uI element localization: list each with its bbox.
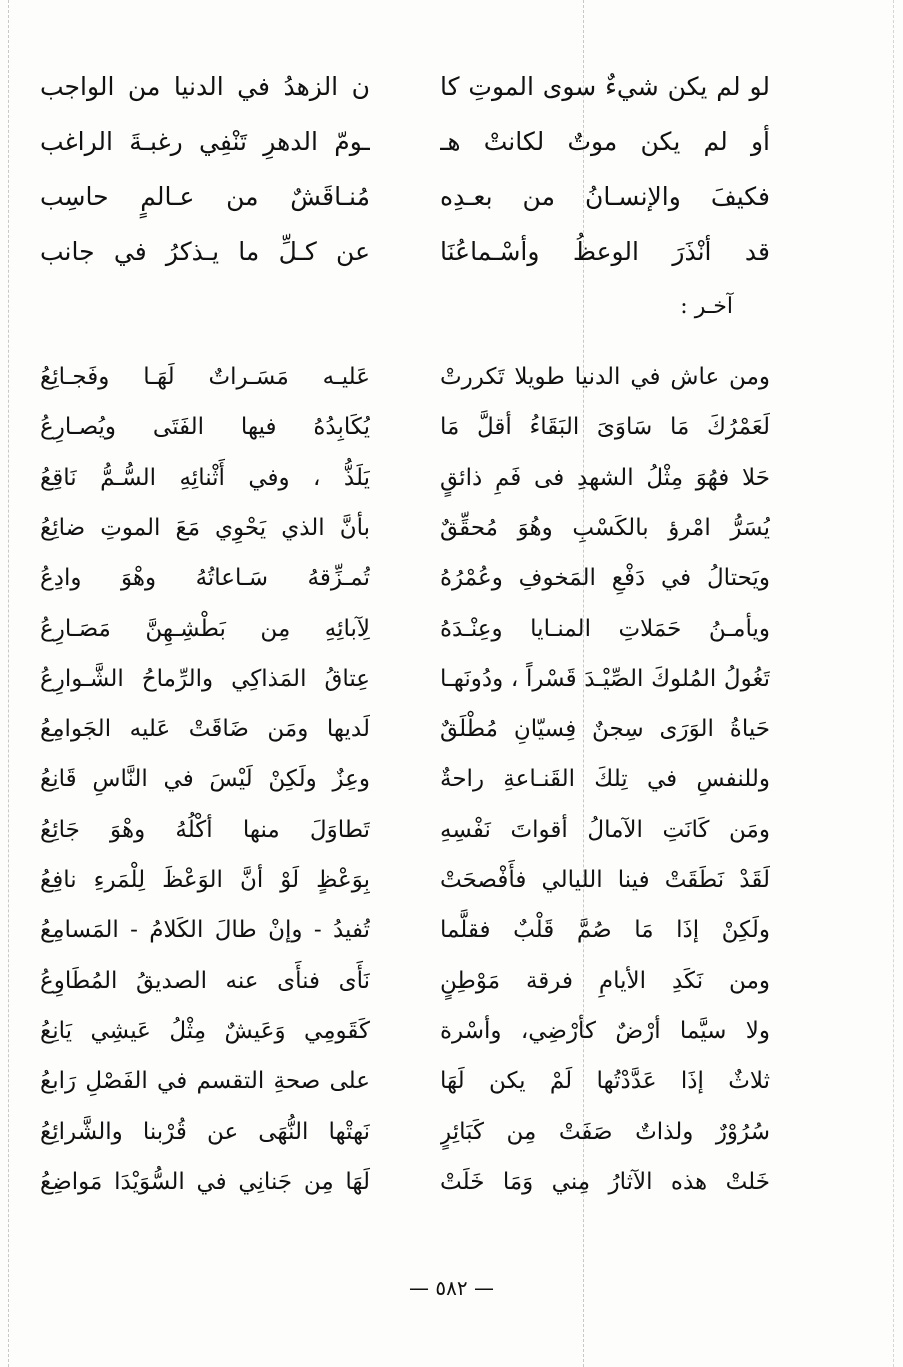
verse-first-hemistich: ويأمـنُ حَمَلاتِ المنـايا وعِنْـدَهُ xyxy=(440,615,770,642)
verse-line xyxy=(40,1157,770,1207)
verse-line xyxy=(40,115,770,169)
verse-first-hemistich: وللنفسِ في تِلكَ القَنـاعةِ راحةٌ xyxy=(440,766,770,793)
verse-second-hemistich: بأنَّ الذي يَحْوِي مَعَ الموتِ ضائِعُ xyxy=(40,514,370,541)
section-heading: آخـر : xyxy=(680,294,733,319)
verse-first-hemistich: يُسَرُّ امْرؤ بالكَسْبِ وهُوَ مُحقِّقٌ xyxy=(440,514,770,541)
verse-first-hemistich: تَغُولُ المُلوكَ الصِّيْـدَ قَسْراً ، ودُونَهـا xyxy=(440,665,770,692)
verse-first-hemistich: أو لم يكن موتٌ لكانتْ هـ xyxy=(440,127,770,156)
verse-second-hemistich: لَديها ومَن ضَاقَتْ عَليه الجَوامِعُ xyxy=(40,716,370,743)
verse-second-hemistich: تُمـزِّقهُ سَـاعاتُهُ وهْوَ وادِعُ xyxy=(40,565,370,592)
verse-line xyxy=(40,1006,770,1056)
verse-second-hemistich: كَقَومِي وَعَيشٌ مِثْلُ عَيشِي يَانِعُ xyxy=(40,1017,370,1044)
verse-line xyxy=(40,225,770,279)
verse-second-hemistich: لِآبائِهِ مِن بَطْشِـهِنَّ مَصَـارِعُ xyxy=(40,615,370,642)
verse-line xyxy=(40,503,770,553)
verse-first-hemistich: لَعَمْرُكَ مَا سَاوَىَ البَقَاءُ أقلَّ مَا xyxy=(440,414,770,441)
verse-first-hemistich: ومن نَكَدِ الأيامِ فرقة مَوْطِنٍ xyxy=(440,967,770,994)
verse-first-hemistich: حَياةُ الوَرَى سِجنٌ فِسيّانِ مُطْلَقٌ xyxy=(440,716,770,743)
verse-line xyxy=(40,654,770,704)
verse-line xyxy=(40,402,770,452)
verse-first-hemistich: قد أنْذَرَ الوعظُ وأسْـماعُنَا xyxy=(440,237,770,266)
verse-line xyxy=(40,704,770,754)
margin-guide-right xyxy=(893,0,894,1367)
verse-line xyxy=(40,60,770,114)
verse-line xyxy=(40,754,770,804)
verse-line xyxy=(40,453,770,503)
verse-first-hemistich: حَلا فهُوَ مِثْلُ الشهدِ فى فَمِ ذائقٍ xyxy=(440,464,770,491)
page-number: — ٥٨٢ — xyxy=(409,1276,494,1300)
verse-second-hemistich: تَطاوَلَ منها أكْلُهُ وهْوَ جَائِعُ xyxy=(40,816,370,843)
verse-second-hemistich: نَأَى فنأَى عنه الصديقُ المُطَاوِعُ xyxy=(40,967,370,994)
verse-first-hemistich: ثلاثٌ إذَا عَدَّدْتُها لَمْ يكن لَهَا xyxy=(440,1068,770,1095)
verse-line xyxy=(40,805,770,855)
verse-line xyxy=(40,604,770,654)
verse-second-hemistich: مُنـاقَشٌ من عـالمٍ حاسِب xyxy=(40,182,370,211)
verse-second-hemistich: ـومّ الدهرِ تَنْفِي رغبـةَ الراغب xyxy=(40,127,370,156)
verse-second-hemistich: بِوَعْظٍ لَوْ أنَّ الوَعْظَ لِلْمَرءِ نافِعُ xyxy=(40,867,370,893)
verse-line xyxy=(40,855,770,905)
margin-guide-left xyxy=(8,0,9,1367)
verse-line xyxy=(40,1056,770,1106)
verse-second-hemistich: يَلَذُّ ، وفي أَثْنائِهِ السُّـمُّ نَاقِعُ xyxy=(40,464,370,491)
verse-first-hemistich: خَلتْ هذه الآثارُ مِني وَمَا خَلَتْ xyxy=(440,1168,770,1195)
verse-line xyxy=(40,553,770,603)
verse-second-hemistich: لَهَا مِن جَنانِي في السُّوَيْدَا مَواضِعُ xyxy=(40,1168,370,1195)
verse-second-hemistich: نَهتْها النُّهَى عن قُرْبنا والشَّرائِعُ xyxy=(40,1118,370,1145)
verse-line xyxy=(40,170,770,224)
verse-first-hemistich: لَقَدْ نَطَقَتْ فينا الليالي فأَفْصحَتْ xyxy=(440,867,770,893)
verse-second-hemistich: عِتاقُ المَذاكِي والرِّماحُ الشَّـوارِعُ xyxy=(40,665,370,692)
verse-first-hemistich: ويَحتالُ في دَفْعِ المَخوفِ وعُمْرُهُ xyxy=(440,565,770,592)
verse-line xyxy=(40,956,770,1006)
verse-first-hemistich: ولا سيَّما أرْضٌ كأرْضِي، وأسْرة xyxy=(440,1017,770,1044)
verse-first-hemistich: ومن عاش في الدنيا طويلا تَكررتْ xyxy=(440,364,770,390)
verse-line xyxy=(40,352,770,402)
verse-first-hemistich: سُرُوْرٌ ولذاتٌ صَفَتْ مِن كَبَائِرٍ xyxy=(440,1118,770,1145)
verse-second-hemistich: يُكَابِدُهُ فيها الفَتَى ويُصـارِعُ xyxy=(40,414,370,441)
verse-second-hemistich: تُفيدُ - وإنْ طالَ الكَلامُ - المَسامِعُ xyxy=(40,917,370,944)
verse-second-hemistich: عَليـه مَسَـراتٌ لَهَـا وفَجـائِعُ xyxy=(40,364,370,390)
verse-first-hemistich: ومَن كَانَتِ الآمالُ أقواتَ نَفْسِهِ xyxy=(440,816,770,843)
verse-line xyxy=(40,1107,770,1157)
verse-line xyxy=(40,905,770,955)
verse-first-hemistich: فكيفَ والإنسـانُ من بعـدِه xyxy=(440,182,770,211)
verse-second-hemistich: ن الزهدُ في الدنيا من الواجب xyxy=(40,72,370,101)
verse-first-hemistich: ولَكِنْ إذَا مَا صُمَّ قَلْبٌ فقلَّما xyxy=(440,917,770,944)
verse-second-hemistich: وعِزٌ ولَكِنْ لَيْسَ في النَّاسِ قَانِعُ xyxy=(40,766,370,793)
verse-second-hemistich: على صحةِ التقسم في الفَصْلِ رَابعُ xyxy=(40,1068,370,1095)
verse-second-hemistich: عن كـلِّ ما يـذكرُ في جانب xyxy=(40,237,370,266)
verse-first-hemistich: لو لم يكن شيءٌ سوى الموتِ كا xyxy=(440,72,770,101)
